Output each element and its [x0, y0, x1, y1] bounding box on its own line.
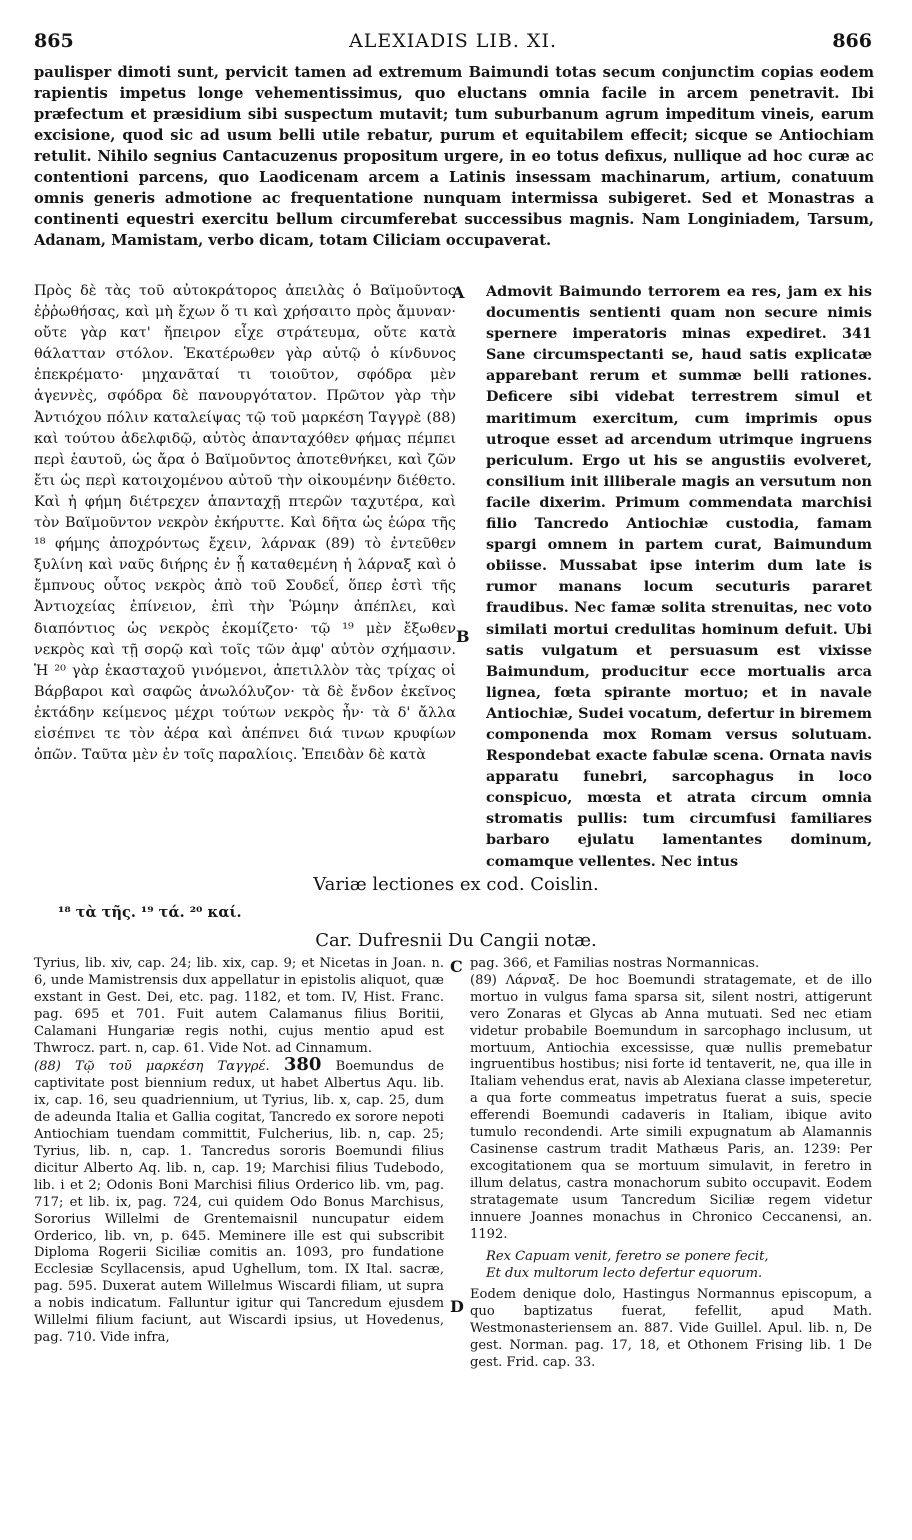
page-number-right: 866: [832, 30, 872, 52]
margin-marker-a: A: [452, 283, 465, 302]
note-88-text: Boemundus de captivitate post biennium redux, ut habet Albertus Aqu. lib. ix, cap. 16, seu quadriennium, ut Tyrius, lib. x, cap. 25, dum de adeunda Italia et Gallia cogitat, Tancredo ex sorore nepoti Antiochiam tuendam committit, Fulcherius, lib. n, cap. 25; Tyrius, lib. n, cap. 1. Tancredus sororis Boemundi filius dicitur Alberto Aq. lib. n, cap. 19; Marchisi filius Tudebodo, lib. i et 2; Odonis Boni Marchisi filius Orderico lib. vm, pag. 717; et lib. ix, pag. 724, cui quidem Odo Bonus Marchisus, Sororius Willelmi de Grentemaisnil nuncupatur eidem Orderico, lib. vn, p. 645. Meminere ille est qui subscribit Diploma Rogerii Siciliæ comitis an. 1093, pro fundatione Ecclesiæ Scyllacensis, apud Ughellum, tom. IX Ital. sacræ, pag. 595. Duxerat autem Willelmus Wiscardi filiam, ut supra a nobis indicatum. Falluntur igitur qui Tancredum ejusdem Willelmi filium faciunt, aut Wiscardi ipsius, ut Hovedenus, pag. 710. Vide infra,: [34, 1059, 444, 1345]
notae-heading: Car. Dufresnii Du Cangii notæ.: [315, 930, 597, 951]
margin-marker-d: D: [450, 1297, 464, 1316]
variae-lectiones-readings: ¹⁸ τὰ τῆς. ¹⁹ τά. ²⁰ καί.: [58, 904, 242, 921]
margin-marker-b: B: [456, 627, 470, 646]
margin-marker-c: C: [450, 957, 463, 976]
page-header: [34, 30, 872, 56]
note-continuation-right: pag. 366, et Familias nostras Normannicas.: [470, 956, 760, 971]
notes-right-column: [470, 956, 872, 1372]
latin-intro-paragraph: paulisper dimoti sunt, pervicit tamen ad extremum Baimundi totas secum conjunctim copias eodem rapientis impetus longe vehementissimus, quo eluctans omnia facile in arcem penetravit. Ibi præfectum et præsidium sibi suspectum mutavit; tum suburbanum agrum impeditum vineis, earum excisione, quod sic ad usum belli utile rebatur, purum et equitabilem effecit; sicque se Antiochiam retulit. Nihilo segnius Cantacuzenus propositum urgere, in eo totus defixus, nullique ad hoc curæ ac contentioni parcens, quo Laodicenam arcem a Latinis insessam machinarum, artium, conatuum omnis generis admotione ac frequentatione nunquam intermissa subigeret. Sed et Monastras a continenti equestri exercitu bellum circumferebat successibus magnis. Nam Longiniadem, Tarsum, Adanam, Mamistam, verbo dicam, totam Ciliciam occupaverat.: [34, 64, 874, 249]
running-title: ALEXIADIS LIB. XI.: [349, 30, 557, 52]
column-number-380: 380: [283, 1054, 322, 1076]
page-number-left: 865: [34, 30, 74, 52]
latin-translation-column: Admovit Baimundo terrorem ea res, jam ex his documentis sentienti quam non secure nimis spernere imperatoris minas expediret. 341 Sane circumspectanti se, haud satis explicatæ apparebant rerum et summæ belli rationes. Deficere sibi videbat terrestrem simul et maritimum exercitum, cum imprimis opus utroque esset ad arcendum utrimque ingruens periculum. Ergo ut his se angustiis evolveret, consilium init illiberale magis an versutum non facile dixerim. Primum commendata marchisi filio Tancredo Antiochiæ custodia, famam spargi omnem in partem curat, Baimundum obiisse. Mussabat ipse interim dum late is rumor manans locum secuturis pararet fraudibus. Nec famæ solita strenuitas, nec voto similati mortui credulitas hominum defuit. Ubi satis vulgatum et persuasum est vixisse Baimundum, producitur ecce mortualis arca lignea, fœta spirante mortuo; et in navale Antiochiæ, Sudei vocatum, defertur in biremem componenda mox Romam versus solutuam. Respondebat exacte fabulæ scena. Ornata navis apparatu funebri, sarcophagus in loco conspicuo, mœsta et atrata circum omnia stromatis pullis: tum circumfusi familiares barbaro ejulatu lamentantes dominum, comamque vellentes. Nec intus: [486, 283, 872, 870]
verse-line-2: Et dux multorum lecto defertur equorum.: [486, 1266, 763, 1282]
note-continuation: Tyrius, lib. xiv, cap. 24; lib. xix, cap. 9; et Nicetas in Joan. n. 6, unde Mamistrensis dux appellatur in epistolis aliquot, quæ exstant in Gest. Dei, etc. pag. 1182, et tom. IV, Hist. Franc. pag. 695 et 701. Fuit autem Calamanus filius Boritii, Calamani Hungariæ regis nothi, cujus mentio apud est Thwrocz. part. n, cap. 61. Vide Not. ad Cinnamum.: [34, 956, 444, 1056]
note-89: (89) Λάρναξ. De hoc Boemundi stratagemate, et de illo mortuo in vulgus fama sparsa sit, silent nostri, attigerunt vero Zonaras et Glycas ab Anna mutuati. Sed nec etiam videtur probabile Boemundum in sarcophago inclusum, ut mortuum, Antiochia excessisse, quæ nullis premebatur ingruentibus hostibus; nisi forte id tentaverit, ne, qua ille in Italiam vehendus erat, navis ab Alexiana classe impeteretur, a qua forte commeatus impetratus fuerat a suis, specie efferendi Boemundi cadaveris in Italiam, ibique avito tumulo recondendi. Arte simili expugnatum ab Alamannis Casinense castrum tradit Mathæus Paris, an. 1239: Per excogitationem qua se mortuum simulavit, in feretro in illum delatus, castra monachorum subito occupavit. Eodem stratagemate usum Tancredum Siciliæ regem videtur innuere Joannes monachus in Chronico Ceccanensi, an. 1192.: [470, 972, 872, 1242]
greek-text-column: Πρὸς δὲ τὰς τοῦ αὐτοκράτορος ἀπειλὰς ὁ Βαϊμοῦντος ἐῤῥωθήσας, καὶ μὴ ἔχων ὅ τι καὶ χρήσαιτο πρὸς ἄμυναν· οὔτε γὰρ κατ' ἤπειρον εἶχε στράτευμα, οὔτε κατὰ θάλατταν στόλον. Ἑκατέρωθεν γὰρ αὐτῷ ὁ κίνδυνος ἐπεκρέματο· μηχανᾶταί τι τοιοῦτον, σφόδρα μὲν ἀγεννὲς, σφόδρα δὲ πανουργότατον. Πρῶτον γὰρ τὴν Ἀντιόχου πόλιν καταλείψας τῷ τοῦ μαρκέση Ταγγρὲ (88) καὶ τούτου ἀδελφιδῷ, αὐτὸς ἁπανταχόθεν φήμας πέμπει περὶ ἑαυτοῦ, ὡς ἄρα ὁ Βαϊμοῦντος ἀποτεθνήκει, καὶ ζῶν ἔτι ὡς περὶ κατοιχομένου αὐτοῦ τὴν οἰκουμένην διέθετο. Καὶ ἡ φήμη διέτρεχεν ἁπανταχῇ πτερῶν ταχυτέρα, καὶ τὸν Βαϊμοῦντον νεκρὸν ἐκήρυττε. Καὶ δῆτα ὡς ἑώρα τῆς ¹⁸ φήμης ἀποχρόντως ἔχειν, λάρνακ (89) τὸ ἐντεῦθεν ξυλίνη καὶ ναῦς διήρης ἐν ᾗ καταθεμένη ἡ λάρναξ καὶ ὁ ἔμπνους οὗτος νεκρὸς ἀπὸ τοῦ Σουδεΐ, ὅπερ ἐστὶ τῆς Ἀντιοχείας ἐπίνειον, ἐπὶ τὴν Ῥώμην ἀπέπλει, καὶ διαπόντιος ὡς νεκρὸς ἐκομίζετο· τῷ ¹⁹ μὲν ἔξωθεν νεκρὸς καὶ τῇ σορῷ καὶ τοῖς τῶν ἀμφ' αὐτὸν σχήμασιν. Ἡ ²⁰ γὰρ ἑκασταχοῦ γινόμενοι, ἀπετιλλὸν τὰς τρίχας οἱ Βάρβαροι καὶ σαφῶς ἀνωλόλυζον· τὰ δὲ ἔνδον ἐκεῖνος ἐκτάδην κείμενος μέχρι τούτων νεκρὸς ἦν· τὰ δ' ἄλλα εἰσέπνει τε τὸν ἀέρα καὶ ἀπέπνει διά τινων κρυφίων ὀπῶν. Ταῦτα μὲν ἐν τοῖς παραλίοις. Ἐπειδὰν δὲ κατὰ: [34, 283, 456, 764]
note-88-label: (88) Τῷ τοῦ μαρκέση Ταγγρέ.: [34, 1059, 270, 1075]
verse-quotation: [470, 1249, 872, 1283]
verse-line-1: Rex Capuam venit, feretro se ponere fecit,: [486, 1249, 769, 1265]
note-88: [34, 1054, 444, 1346]
notes-left-column: [34, 956, 444, 1347]
note-89-continuation: Eodem denique dolo, Hastingus Normannus episcopum, a quo baptizatus fuerat, fefellit, apud Math. Westmonasteriensem an. 887. Vide Guillel. Apul. lib. n, De gest. Norman. pag. 17, 18, et Othonem Frising lib. 1 De gest. Frid. cap. 33.: [470, 1287, 872, 1370]
variae-lectiones-heading: Variæ lectiones ex cod. Coislin.: [313, 874, 599, 895]
